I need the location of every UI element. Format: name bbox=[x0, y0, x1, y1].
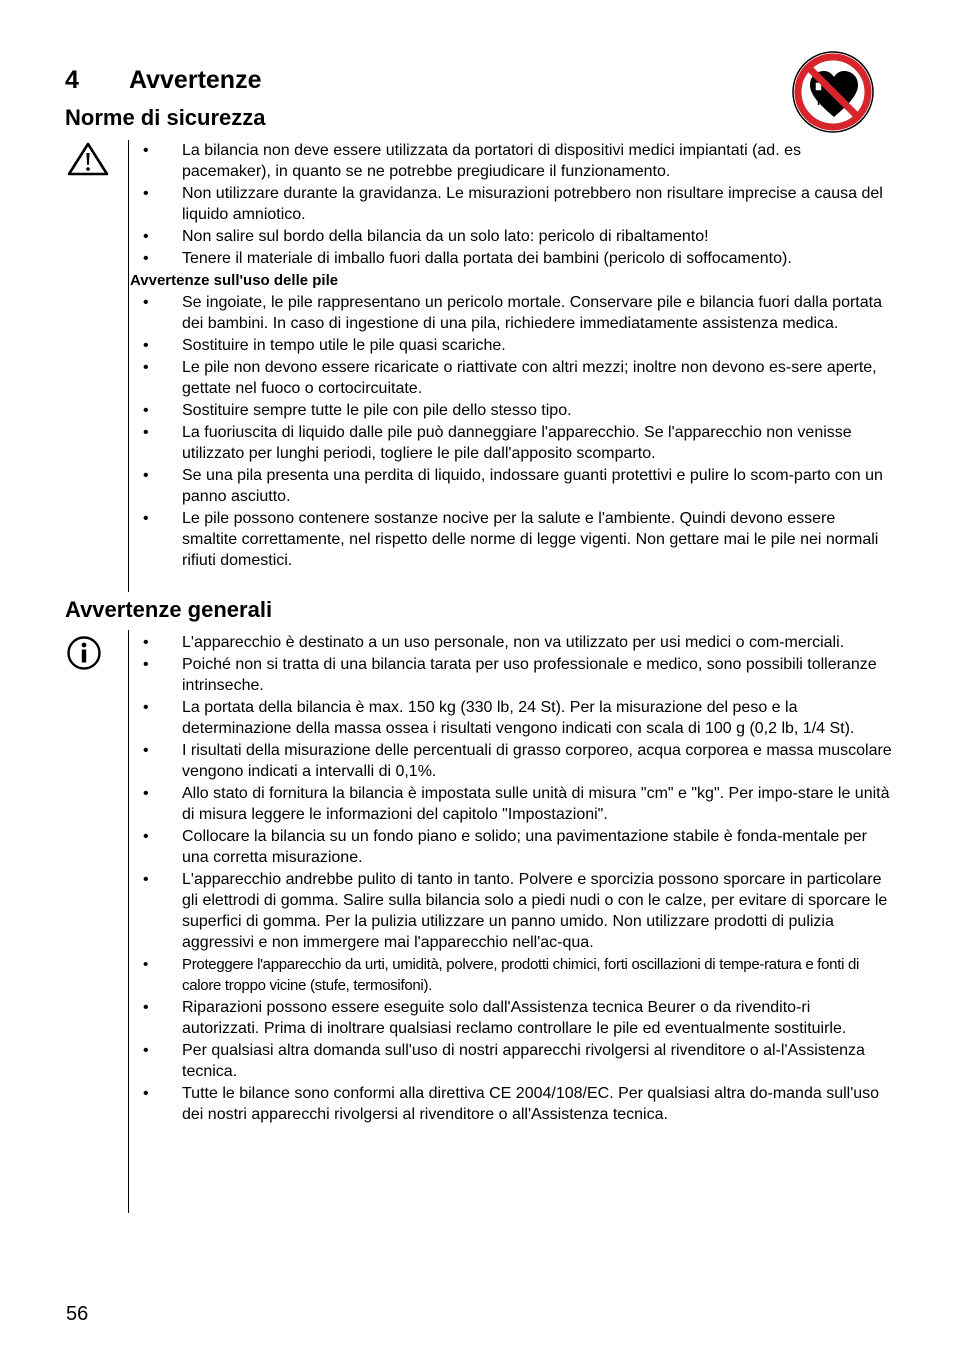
list-item: • La portata della bilancia è max. 150 kg (330 lb, 24 St). Per la misurazione del peso e la determinazione della massa ossea i risultati vengono indicati con scala di 100 g (0,2 lb, 1/4 St). bbox=[130, 697, 892, 739]
page-number: 56 bbox=[66, 1303, 89, 1325]
list-item: • Tutte le bilance sono conformi alla direttiva CE 2004/108/EC. Per qualsiasi altra do-manda sull'uso dei nostri apparecchi rivolgersi al rivenditore o all'Assistenza tecnica. bbox=[130, 1083, 892, 1125]
chapter-title-text: Avvertenze bbox=[129, 66, 262, 94]
safety-list bbox=[130, 140, 892, 269]
general-block bbox=[130, 632, 892, 1126]
list-item: • Sostituire in tempo utile le pile quasi scariche. bbox=[130, 335, 892, 356]
list-item: • La bilancia non deve essere utilizzata da portatori di dispositivi medici impiantati (ad. es pacemaker), in quanto se ne potrebbe pregiudicare il funzionamento. bbox=[130, 140, 892, 182]
list-item: • Le pile possono contenere sostanze nocive per la salute e l'ambiente. Quindi devono essere smaltite correttamente, nel rispetto delle norme di legge vigenti. Non gettare mai le pile nei normali rifiuti domestici. bbox=[130, 508, 892, 571]
list-item: • Collocare la bilancia su un fondo piano e solido; una pavimentazione stabile è fonda-mentale per una corretta misurazione. bbox=[130, 826, 892, 868]
safety-block bbox=[130, 140, 892, 572]
battery-subheading: Avvertenze sull'uso delle pile bbox=[130, 272, 339, 289]
general-list bbox=[130, 632, 892, 1125]
battery-list bbox=[130, 292, 892, 571]
info-icon bbox=[66, 635, 102, 671]
list-item: • I risultati della misurazione delle percentuali di grasso corporeo, acqua corporea e massa muscolare vengono indicati a intervalli di 0,1%. bbox=[130, 740, 892, 782]
safety-rule bbox=[128, 140, 129, 592]
list-item: • Le pile non devono essere ricaricate o riattivate con altri mezzi; inoltre non devono es-sere aperte, gettate nel fuoco o cortocircuitate. bbox=[130, 357, 892, 399]
list-item: • Non utilizzare durante la gravidanza. Le misurazioni potrebbero non risultare imprecise a causa del liquido amniotico. bbox=[130, 183, 892, 225]
list-item: • Non salire sul bordo della bilancia da un solo lato: pericolo di ribaltamento! bbox=[130, 226, 892, 247]
list-item: • L'apparecchio andrebbe pulito di tanto in tanto. Polvere e sporcizia possono sporcare in particolare gli elettrodi di gomma. Salire sulla bilancia solo a piedi nudi o con le calze, per evitare di sporcare le superfici di gomma. Per la pulizia utilizzare un panno umido. Non utilizzare prodotti di pulizia aggressivi e non immergere mai l'apparecchio nell'ac-qua. bbox=[130, 869, 892, 953]
list-item: • Proteggere l'apparecchio da urti, umidità, polvere, prodotti chimici, forti oscillazioni di tempe-ratura e fonti di calore troppo vicine (stufe, termosifoni). bbox=[130, 954, 892, 996]
safety-heading: Norme di sicurezza bbox=[65, 105, 266, 130]
list-item: • L'apparecchio è destinato a un uso personale, non va utilizzato per usi medici o com-merciali. bbox=[130, 632, 892, 653]
list-item: • Tenere il materiale di imballo fuori dalla portata dei bambini (pericolo di soffocamento). bbox=[130, 248, 892, 269]
list-item: • Se una pila presenta una perdita di liquido, indossare guanti protettivi e pulire lo scom-parto con un panno asciutto. bbox=[130, 465, 892, 507]
list-item: • Riparazioni possono essere eseguite solo dall'Assistenza tecnica Beurer o da rivendito-ri autorizzati. Prima di inoltrare qualsiasi reclamo controllare le pile ed eventualmente sostituirle. bbox=[130, 997, 892, 1039]
list-item: • La fuoriuscita di liquido dalle pile può danneggiare l'apparecchio. Se l'apparecchio non venisse utilizzato per lunghi periodi, togliere le pile dall'apposito scomparto. bbox=[130, 422, 892, 464]
no-pacemaker-icon bbox=[790, 49, 876, 135]
list-item: • Se ingoiate, le pile rappresentano un pericolo mortale. Conservare pile e bilancia fuori dalla portata dei bambini. In caso di ingestione di una pila, richiedere immediatamente assistenza medica. bbox=[130, 292, 892, 334]
general-heading: Avvertenze generali bbox=[65, 597, 273, 622]
chapter-title bbox=[65, 64, 261, 96]
warning-triangle-icon bbox=[66, 141, 110, 177]
list-item: • Per qualsiasi altra domanda sull'uso di nostri apparecchi rivolgersi al rivenditore o al-l'Assistenza tecnica. bbox=[130, 1040, 892, 1082]
general-rule bbox=[128, 630, 129, 1213]
list-item: • Poiché non si tratta di una bilancia tarata per uso professionale e medico, sono possibili tolleranze intrinseche. bbox=[130, 654, 892, 696]
list-item: • Allo stato di fornitura la bilancia è impostata sulle unità di misura "cm" e "kg". Per impo-stare le unità di misura leggere le informazioni del capitolo "Impostazioni". bbox=[130, 783, 892, 825]
chapter-number: 4 bbox=[65, 66, 79, 94]
list-item: • Sostituire sempre tutte le pile con pile dello stesso tipo. bbox=[130, 400, 892, 421]
